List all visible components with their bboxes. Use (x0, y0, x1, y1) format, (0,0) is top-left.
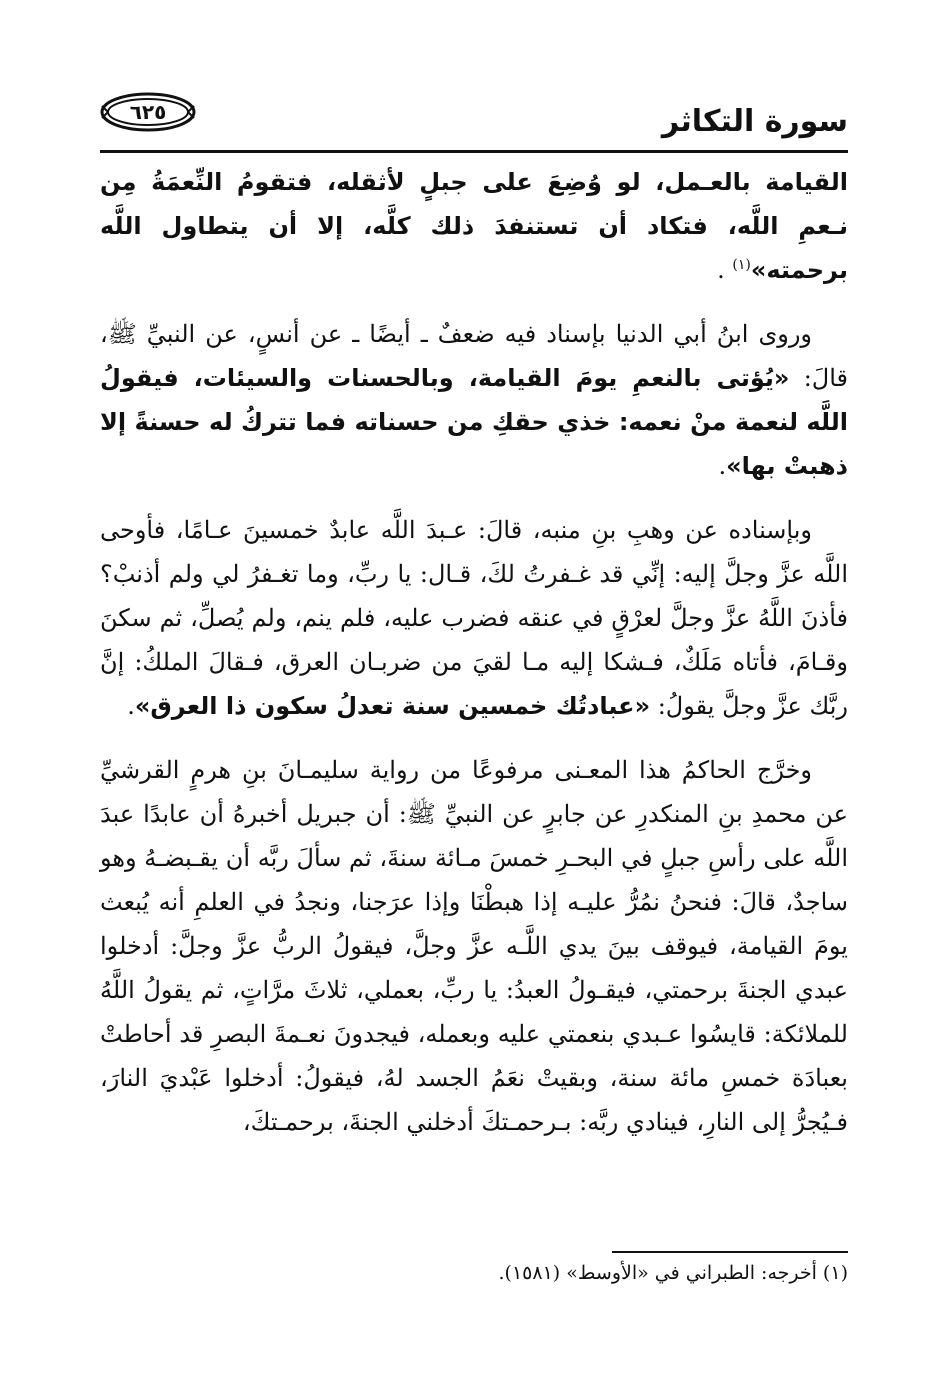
page-header (100, 82, 848, 142)
footnote-reference: (١) (732, 257, 751, 273)
surah-title: سورة التكاثر (661, 104, 848, 139)
footnote-divider (612, 1251, 848, 1253)
narration-text: . (127, 692, 135, 720)
header-divider (100, 150, 848, 153)
page-number: ٦٢٥ (129, 100, 167, 124)
main-text (100, 160, 848, 1164)
paragraph (100, 160, 848, 292)
footnote: (١) أخرجه: الطبراني في «الأوسط» (١٥٨١). (498, 1262, 848, 1284)
quoted-text: القيامة بالعـمل، لو وُضِعَ على جبلٍ لأثقله، فتقومُ النِّعمَةُ مِن نـعمِ اللَّه، فتكاد أن تستنفدَ ذلك كلَّه، إلا أن يتطاول اللَّه برحمته» (100, 168, 848, 284)
narration-text: . (718, 452, 727, 480)
paragraph (100, 748, 848, 1144)
quoted-text: «يُؤتى بالنعمِ يومَ القيامة، وبالحسنات والسيئات، فيقولُ اللَّه لنعمة منْ نعمه: خذي حقكِ من حسناته فما تتركُ له حسنةً إلا ذهبتْ بها» (100, 364, 848, 480)
page-number-badge (100, 92, 196, 132)
paragraph (100, 312, 848, 488)
quoted-text: «عبادتُك خمسين سنة تعدلُ سكون ذا العرق» (134, 692, 651, 720)
narration-text: وروى ابنُ أبي الدنيا بإسناد فيه ضعفٌ ـ أيضًا ـ عن أنسٍ، عن النبيِّ ﷺ، قالَ: (100, 320, 848, 392)
narration-text: . (717, 256, 733, 284)
paragraph (100, 508, 848, 728)
narration-text: وخرَّج الحاكمُ هذا المعـنى مرفوعًا من رواية سليمـانَ بنِ هرمٍ القرشيِّ عن محمدِ بنِ المنكدرِ عن جابرٍ عن النبيِّ ﷺ: أن جبريل أخبرهُ أن عابدًا عبدَ اللَّه على رأسِ جبلٍ في البحـرِ خمسَ مـائة سنةَ، ثم سألَ ربَّه أن يقـبضـهُ وهو ساجدٌ، قالَ: فنحنُ نمُرُّ عليـه إذا هبطْنَا وإذا عرَجنا، ونجدُ في العلمِ أنه يُبعث يومَ القيامة، فيوقف بينَ يدي اللَّـه عزَّ وجلَّ، فيقولُ الربُّ عزَّ وجلَّ: أدخلوا عبدي الجنةَ برحمتي، فيقـولُ العبدُ: يا ربِّ، بعملي، ثلاثَ مرَّاتٍ، ثم يقولُ اللَّهُ للملائكة: قايسُوا عـبدي بنعمتي عليه وبعمله، فيجدونَ نعـمةَ البصرِ قد أحاطتْ بعبادَة خمسِ مائة سنة، وبقيتْ نعَمُ الجسد لهُ، فيقولُ: أدخلوا عَبْديَ النارَ، فـيُجرُّ إلى النارِ، فينادي ربَّه: بـرحمـتكَ أدخلني الجنةَ، برحمـتكَ، (100, 756, 848, 1136)
narration-text: وبإسناده عن وهبِ بنِ منبه، قالَ: عـبدَ اللَّه عابدٌ خمسينَ عـامًا، فأوحى اللَّه عزَّ وجلَّ إليه: إنِّي قد غـفرتُ لكَ، قـال: يا ربِّ، وما تغـفرُ لي ولم أذنبْ؟ فأذنَ اللَّهُ عزَّ وجلَّ لعرْقٍ في عنقه فضرب عليه، فلم ينم، ولم يُصلِّ، ثم سكنَ وقـامَ، فأتاه مَلَكٌ، فـشكا إليه مـا لقيَ من ضربـان العرق، فـقالَ الملكُ: إنَّ ربَّك عزَّ وجلَّ يقولُ: (100, 516, 848, 720)
